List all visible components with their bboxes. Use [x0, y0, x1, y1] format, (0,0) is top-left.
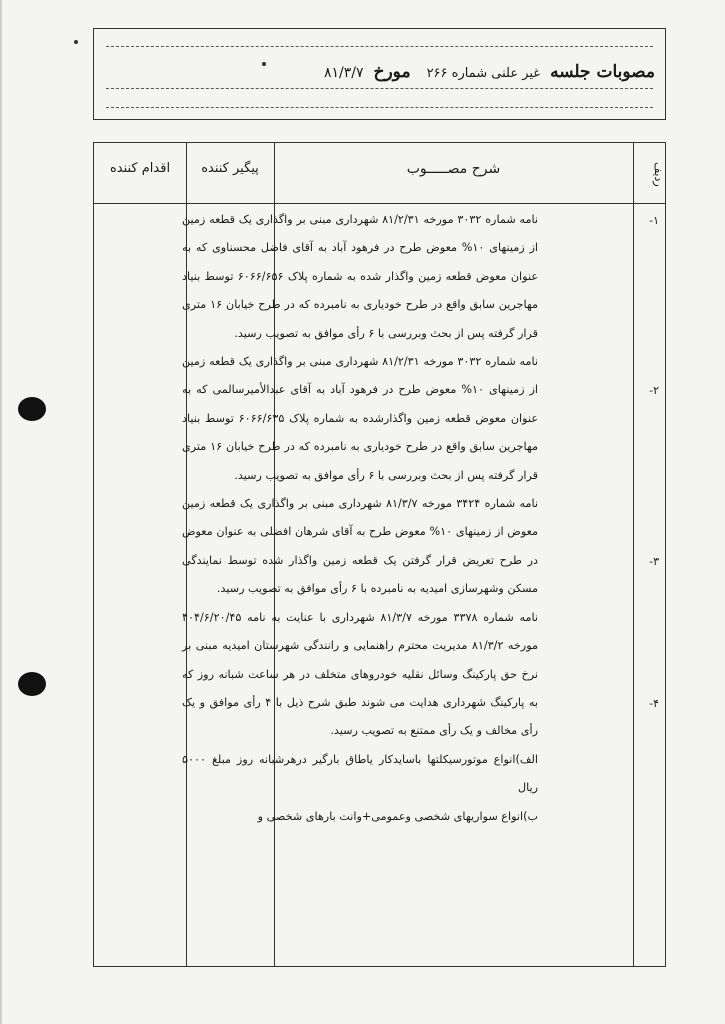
column-header-row-number: ردیف — [652, 161, 665, 187]
resolution-text: نامه شماره ۳۰۳۲ مورخه ۸۱/۲/۳۱ شهرداری مبنی بر واگذاری یک قطعه زمین از زمینهای ۱۰% معوض طرح در فرهود آباد به آقای فاضل محسناوی که به عنوان معوض قطعه زمین واگذار شده به شماره پلاک ۶۰۶۶/۶۵۶ توسط بنیاد مهاجرین سابق واقع در طرح خودیاری به نامبرده که در طرح خیابان ۱۶ متری قرار گرفته پس از بحث وبررسی با ۶ رأی موافق به تصویب رسید. — [182, 213, 539, 340]
header-divider — [94, 203, 665, 204]
document-title: مصوبات جلسه — [550, 62, 655, 82]
resolution-text: نامه شماره ۳۰۳۲ مورخه ۸۱/۲/۳۱ شهرداری مبنی بر واگذاری یک قطعه زمین از زمینهای ۱۰% معوض طرح در فرهود آباد به آقای عبدالأمیرسالمی که به عنوان معوض قطعه زمین واگذارشده به شماره پلاک ۶۰۶۶/۶۳۵ توسط بنیاد مهاجرین سابق واقع در طرح خودیاری به نامبرده که در طرح خیابان ۱۶ متری قرار گرفته پس از بحث وبررسی با ۶ رأی موافق به تصویب رسید. — [182, 355, 539, 482]
page-edge — [0, 0, 2, 1024]
resolution-text: نامه شماره ۳۴۲۴ مورخه ۸۱/۳/۷ شهرداری مبنی بر واگذاری یک قطعه زمین معوض از زمینهای ۱۰% معوض طرح به آقای شرهان افضلی به عنوان معوض در طرح تعریض قرار گرفتن یک قطعه زمین واگذار شده توسط نمایندگی مسکن وشهرسازی امیدیه به نامبرده با ۶ رأی موافق به تصویب رسید. — [182, 497, 539, 596]
row-number: ۲- — [649, 384, 659, 397]
date-label: مورخ — [373, 62, 411, 82]
tariff-item: ب)انواع سواریهای شخصی وعمومی+وانت بارهای شخصی و — [257, 809, 538, 823]
resolutions-content — [182, 206, 538, 831]
dashed-rule — [106, 46, 653, 47]
row-number: ۴- — [649, 697, 659, 710]
ink-speck — [74, 40, 78, 44]
session-date: ۸۱/۳/۷ — [323, 65, 364, 81]
punch-hole-upper — [18, 397, 46, 421]
column-header-action: اقدام کننده — [109, 161, 171, 176]
dashed-rule — [106, 107, 653, 108]
column-divider — [633, 143, 634, 966]
session-type: غیر علنی شماره ۲۶۶ — [426, 66, 541, 81]
dashed-rule — [106, 88, 653, 89]
resolution-text: نامه شماره ۳۳۷۸ مورخه ۸۱/۳/۷ شهرداری با عنایت به نامه ۴۰۴/۶/۲۰/۴۵ مورخه ۸۱/۳/۲ مدیریت محترم راهنمایی و رانندگی شهرستان امیدیه مبنی بر نرخ حق پارکینگ وسائل نقلیه خودروهای متخلف در هر ساعت شبانه روز که به پارکینگ شهرداری هدایت می شوند طبق شرح ذیل با ۴ رأی موافق و یک رأی مخالف و یک رأی ممتنع به تصویب رسید. — [182, 610, 538, 738]
row-number: ۱- — [649, 214, 659, 227]
header-title-row — [108, 62, 655, 88]
column-header-follow-up: پیگیر کننده — [201, 161, 259, 176]
document-header — [93, 28, 666, 120]
column-header-description: شرح مصـــــوب — [406, 161, 501, 177]
tariff-item: الف)انواع موتورسیکلتها باسایدکار یاطاق بارگیر درهرشبانه روز مبلغ ۵۰۰۰ ریال — [182, 752, 538, 795]
row-number: ۳- — [649, 555, 659, 568]
punch-hole-lower — [18, 672, 46, 696]
